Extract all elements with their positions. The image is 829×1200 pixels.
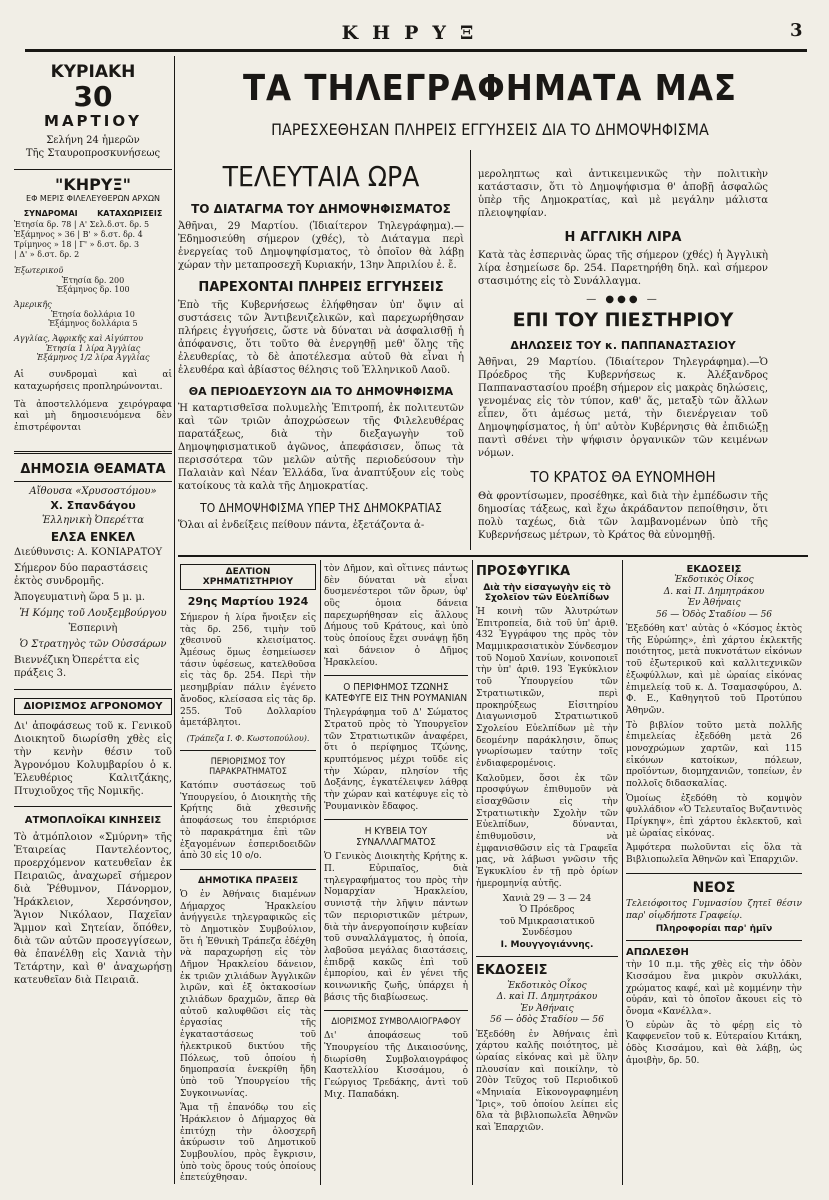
press-heading: ΕΠΙ ΤΟΥ ΠΙΕΣΤΗΡΙΟΥ	[512, 309, 734, 331]
refugees-date: Χανιὰ 29 — 3 — 24	[502, 893, 592, 904]
romania-title: Ο ΠΕΡΙΦΗΜΟΣ ΤΖΩΝΗΣ ΚΑΤΕΦΥΓΕ ΕΙΣ ΤΗΝ ΡΟΥΜΑΝΙΑΝ	[324, 682, 468, 705]
bourse-title: ΔΕΛΤΙΟΝ ΧΡΗΜΑΤΙΣΤΗΡΙΟΥ	[180, 564, 316, 590]
egypt-heading: Αγγλίας, Ἀφρικῆς καὶ Αἰγύπτου	[14, 334, 144, 344]
egypt-annual: Ἐτησία 1 λίρα Ἀγγλίας	[45, 344, 141, 354]
wanted-text: Τελειόφοιτος Γυμνασίου ζητεῖ θέσιν παρ' οἱῳδήποτε Γραφείῳ.	[626, 898, 802, 921]
manuscripts-notice: Τὰ ἀποστελλόμενα χειρόγραφα καὶ μὴ δημοσιευόμενα δὲν ἐπιστρέφονται	[14, 399, 172, 434]
theatre-line-5: Ὁ Στρατηγὸς τῶν Οὐσσάρων	[19, 639, 167, 651]
america-heading: Ἀμερικῆς	[14, 299, 52, 309]
refugees-signer: Ι. Μουγγογιάννης.	[500, 939, 594, 950]
subscription-rate-line: Ἑξάμηνος » 36 | Β' » δ.στ. δρ. 4	[14, 229, 143, 239]
publisher-address: 56 — ὁδὸς Σταδίου — 56	[490, 1015, 604, 1026]
theatres-title: ΔΗΜΟΣΙΑ ΘΕΑΜΑΤΑ	[20, 461, 166, 477]
refugee-column	[476, 564, 618, 1135]
main-subtitle: ΠΑΡΕΣΧΕΘΗΣΑΝ ΠΛΗΡΕΙΣ ΕΓΓΥΗΣΕΙΣ ΔΙΑ ΤΟ ΔΗΜΟΨΗΦΙΣΜΑ	[271, 120, 709, 139]
foreign-half: Ἑξάμηνος δρ. 100	[56, 284, 130, 294]
agronomist-title: ΔΙΟΡΙΣΜΟΣ ΑΓΡΟΝΟΜΟΥ	[14, 698, 172, 715]
date-day: ΚΥΡΙΑΚΗ	[50, 62, 136, 82]
notary-text: Δι' ἀποφάσεως τοῦ Ὑπουργείου τῆς Δικαιοσύνης, διωρίσθη Συμβολαιογράφος Καστελλίου Κισσάμου, ὁ Γεώργιος Τρεδάκης, ἀντὶ τοῦ Μιχ. Παπαδάκη.	[324, 1031, 468, 1100]
ships-title: ΑΤΜΟΠΛΟΪΚΑΙ ΚΙΝΗΣΕΙΣ	[24, 814, 162, 826]
lost-text: τὴν 10 π.μ. τῆς χθὲς εἰς τὴν ὁδὸν Κισσάμου ἕνα μικρὸν σκυλλάκι, χρώματος καφέ, καὶ μὲ κομμένην τὴν οὐράν, καὶ τὸ ὁποῖον ἄκουει εἰς τὸ ὄνομα «Κανέλλα».	[626, 960, 802, 1017]
publication-text-2d: Ἀμφότερα πωλοῦνται εἰς ὅλα τὰ Βιβλιοπωλεῖα Ἀθηνῶν καὶ Ἐπαρχιῶν.	[626, 843, 802, 866]
subscription-rate-line: | Δ' » δ.στ. δρ. 2	[14, 249, 80, 259]
restriction-title: ΠΕΡΙΟΡΙΣΜΟΣ ΤΟΥ ΠΑΡΑΚΡΑΤΗΜΑΤΟΣ	[209, 757, 287, 778]
theatre-line-1: Σήμερον δύο παραστάσεις ἐκτὸς συνδρομῆς.	[14, 563, 148, 587]
ornament: — ●●● —	[586, 294, 660, 305]
theatre-owner: Χ. Σπανδάγου	[50, 498, 136, 512]
main-headline: ΤΑ ΤΗΛΕΓΡΑΦΗΜΑΤΑ ΜΑΣ	[242, 68, 738, 109]
pappanastasiou-text: Ἀθῆναι, 29 Μαρτίου. (Ἰδιαίτερον Τηλεγράφημα).—Ὁ Πρόεδρος τῆς Κυβερνήσεως κ. Ἀλέξανδρος Παππαναστασίου προέβη σήμερον εἰς μακρὰς δηλώσεις, γενομένας εἰς τὸν τύπον, καθ' ἅς, μεταξὺ τῶν ἄλλων εἶπεν, ὅτι ἀμέσως μετά, τὴν διενέργειαν τοῦ Δημοψηφίσματος, ἡ ὑπ' αὐτὸν Κυβέρνησις θὰ ἐπιδιώξῃ παντὶ σθένει τὴν ψήφισιν ὀργανικῶν τῶν κειμένων νόμων.	[478, 357, 768, 459]
publisher-names: Δ. καὶ Π. Δημητράκου	[496, 992, 598, 1003]
foreign-annual: Ἐτησία δρ. 200	[61, 275, 125, 285]
subs-heading: ΣΥΝΔΡΟΜΑΙ	[23, 208, 78, 218]
news-column	[324, 564, 468, 1101]
ads-heading: ΚΑΤΑΧΩΡΙΣΕΙΣ	[97, 208, 163, 218]
publication-text: Ἐξεδόθη ἐν Ἀθήναις ἐπὶ χάρτου καλῆς ποιότητος, μὲ ὡραίας εἰκόνας καὶ μὲ ὕλην πλουσίαν καὶ ποικίλην, τὸ 20ὸν Τεῦχος τοῦ Περιοδικοῦ «Μηνιαία Εἰκονογραφημένη Ἴρις», τοῦ ὁποίου λείπει εἰς δλα τὰ βιβλιοπωλεῖα Ἀθηνῶν καὶ Ἐπαρχιῶν.	[476, 1029, 618, 1134]
theatre-company: Ἑλληνικὴ Ὀπερέττα	[41, 514, 144, 526]
guarantees-heading: ΠΑΡΕΧΟΝΤΑΙ ΠΛΗΡΕΙΣ ΕΓΓΥΗΣΕΙΣ	[198, 280, 444, 295]
pound-text: Κατὰ τὰς ἑσπερινὰς ὥρας τῆς σήμερον (χθές) ἡ Ἀγγλικὴ λίρα ἐσημείωσε δρ. 254. Παρετηρήθη δηλ. καὶ σήμερον στασιμότης εἰς τὸ Συνάλλαγμα.	[478, 250, 768, 287]
publication-text-2c: Ὁμοίως ἐξεδόθη τὸ κομψὸν φυλλάδιον «Ὁ Τελευταῖος Βυζαντινὸς Πρίγκηψ», ἐπὶ χάρτου ἐκλεκτοῦ, καὶ μὲ ὡραίας εἰκόνας.	[626, 793, 802, 839]
ships-text: Τὸ ἀτμόπλοιον «Σμύρνη» τῆς Ἑταιρείας Παντελέοντος, προερχόμενον κατευθεῖαν ἐκ Πειραιῶς, ἀναχωρεῖ σήμερον διὰ Ῥέθυμνον, Πάνορμον, Ἡράκλειον, Χερσόνησον, Ἅγιον Νικόλαον, Παχεῖαν Ἄμμον καὶ Σητείαν, ὅπόθεν, διὰ τῶν αὐτῶν προσεγγίσεων, θὰ ἐπανέλθῃ εἰς Χανιὰ τὴν Τετάρτην, καὶ θ' ἀναχωρήσῃ κατευθεῖαν διὰ Πειραιᾶ.	[14, 831, 172, 986]
refugees-role: Ὁ Πρόεδρος	[519, 905, 575, 916]
referendum-text: Ὅλαι αἱ ἐνδείξεις πείθουν πάντα, ἐξετάζοντα ἀ-	[178, 520, 425, 531]
foreign-heading: Ἐξωτερικοῦ	[14, 265, 64, 275]
wanted-title: ΝΕΟΣ	[692, 879, 736, 896]
decree-heading: ΤΟ ΔΙΑΤΑΓΜΑ ΤΟΥ ΔΗΜΟΨΗΦΙΣΜΑΤΟΣ	[191, 202, 451, 216]
left-column	[14, 56, 172, 1186]
publisher-city: Ἐν Ἀθήναις	[520, 1003, 574, 1014]
prepay-notice: Αἱ συνδρομαὶ καὶ αἱ καταχωρήσεις προπληρώνονται.	[14, 370, 172, 392]
guarantees-text: Ἐπὸ τῆς Κυβερνήσεως ἐλήφθησαν ὑπ' ὄψιν αἱ συστάσεις τῶν Ἀντιβενιζελικῶν, καὶ παρεχωρήθησαν πλήρεις ἐγγυήσεις, ὥστε νὰ δύναται νὰ ἀσφαλισθῇ ἡ ἀπόφανσις, ὅτι τοῦτο θὰ ἐνεργηθῇ μεθ' ὅλης τῆς ἐλευθερίας, τὸ δὲ ἀποτέλεσμα αὐτοῦ θὰ εἶναι ἡ ἐλευθέρα καὶ ἀβίαστος θέλησις τοῦ Ἑλληνικοῦ Λαοῦ.	[178, 300, 464, 376]
refugees-text: Ἡ κοινὴ τῶν Ἀλυτρώτων Ἐπιτροπεία, διὰ τοῦ ὑπ' ἀριθ. 432 Ἐγγράφου της πρὸς τὸν Μαμμικρασιατικὸν Σύνδεσμον τοῦ Νομοῦ Χανίων, κοινοποιεῖ τὴν ὑπ' ἀριθ. 193 Ἐγκύκλιον τοῦ Ὑπουργείου τῶν Στρατιωτικῶν, περὶ προκηρύξεως Εἰσιτηρίου Διαγωνισμοῦ Στρατιωτικοῦ Σχολείου Εὐελπίδων μὲ τὴν δεομένην παράκλησιν, ὅπως γνωρίσωμεν ταύτην τοῖς ἐνδιαφερομένοις.	[476, 607, 618, 769]
bourse-signature: (Τράπεζα Ι. Φ. Κωστοπούλου).	[186, 733, 310, 743]
publications-title-2: ΕΚΔΟΣΕΙΣ	[686, 564, 742, 575]
america-annual: Ἐτησία δολλάρια 10	[51, 310, 135, 320]
publisher-address-2: 56 — Ὁδὸς Σταδίου — 56	[655, 609, 773, 620]
lost-text-2: Ὁ εὑρὼν ἂς τὸ φέρῃ εἰς τὸ Καφφενεῖον τοῦ κ. Εὐτεραίου Κιτάκη, ὁδὸς Κισσάμου, καὶ θὰ λάβῃ, ὡς ἀμοιβὴν, δρ. 50.	[626, 1020, 802, 1066]
loan-text-cont: τὸν Δῆμον, καὶ οἵτινες πάντως δὲν δύναται νὰ εἶναι δυσμενέστεροι τῶν ὅρων, ὑφ' οὓς ὁμοια δάνεια παρεχωρήθησαν εἰς ἄλλους Δήμους τοῦ Κράτους, καὶ ὑπὸ τοὺς ὁποίους ἔχει συνάψῃ ἤδη καὶ δάνειον ὁ Δῆμος Ἡρακλείου.	[324, 564, 468, 668]
agronomist-text: Δι' ἀποφάσεως τοῦ κ. Γενικοῦ Διοικητοῦ διωρίσθη χθὲς εἰς τὴν κενὴν θέσιν τοῦ Ἀγρονόμου Κολυμβαρίου ὁ κ. Ἐλευθέριος Καλιτζάκης, Πτυχιοῦχος τῆς Νομικῆς.	[14, 720, 172, 797]
lost-title: ΑΠΩΛΕΣΘΗ	[626, 947, 689, 959]
subscription-rate-line: Ἐτησία δρ. 78 | Α' Σελ.δ.στ. δρ. 5	[14, 219, 150, 229]
cyber-title: Η ΚΥΒΕΙΑ ΤΟΥ ΣΥΝΑΛΛΑΓΜΑΤΟΣ	[356, 826, 436, 849]
newspaper-header: ΚΗΡΥΞ	[341, 22, 488, 44]
refugees-org: τοῦ Μμικρασιατικοῦ Συνδέσμου	[499, 916, 595, 939]
masthead-name: "ΚΗΡΥΞ"	[55, 174, 131, 194]
america-half: Ἑξάμηνος δολλάρια 5	[48, 319, 138, 329]
subscription-rates	[14, 220, 172, 260]
theatre-line-2: Ἀπογευματινὴ ὥρα 5 μ. μ.	[14, 591, 146, 603]
loan-text: Ὁ ἐν Ἀθήναις διαμένων Δήμαρχος Ἡρακλείου ἀνήγγειλε τηλεγραφικῶς εἰς τὸ Δημοτικὸν Συμβούλιον, ὅτι ἡ Ἐθνικὴ Τράπεζα ἐδέχθη νὰ παραχωρήσῃ εἰς τὸν Δῆμον Ἡρακλείου δάνειον, ἐκ τριῶν χιλιάδων Ἀγγλικῶν λιρῶν, καὶ ἐξ ὀκτακοσίων χιλιάδων δραχμῶν, ἅπερ θὰ αὐτοῦ καλυφθῶσι εἰς τὰς ἐργασίας τῆς ἐγκαταστάσεως τοῦ ἠλεκτρικοῦ δικτύου τῆς Πόλεως, τοῦ ὁποίου ἡ δημοπρασία ἐνεκρίθη ἤδη ὑπὸ τοῦ Ὑπουργείου τῆς Συγκοινωνίας.	[180, 889, 316, 1099]
wanted-info: Πληροφορίαι παρ' ἡμῖν	[655, 924, 773, 935]
publications-title: ΕΚΔΟΣΕΙΣ	[476, 962, 548, 978]
publisher-names-2: Δ. καὶ Π. Δημητράκου	[663, 586, 765, 597]
bourse-column	[180, 564, 316, 1185]
page-number: 3	[790, 20, 803, 41]
state-text: Θὰ φροντίσωμεν, προσέθηκε, καὶ διὰ τὴν ἐμπέδωσιν τῆς δημοσίας τάξεως, καὶ ἔχω ἀκράδαντον πεποίθησιν, ὅτι πολὺ ταχέως, διὰ τῶν λαμβανομένων ὑπὸ τῆς Κυβερνήσεως μέτρων, τὸ Κράτος θὰ εὐνομηθῇ.	[478, 491, 768, 541]
theatre-line-4: Ἑσπερινὴ	[68, 623, 118, 635]
tour-text: Ἡ καταρτισθεῖσα πολυμελὴς Ἐπιτροπή, ἐκ πολιτευτῶν καὶ τῶν τριῶν ἀποχρώσεων τῆς Φιλελευθέρας παρατάξεως, διὰ τὴν διεξαγωγὴν τοῦ Δημοψηφισματικοῦ ἀγῶνος, ἀπεφάσισεν, ὅπως τὰ περισσότερα τῶν μελῶν αὐτῆς περιοδεύσουν τὴν Παλαιὰν καὶ Νέαν Ἑλλάδα, ἵνα ἀναπτύξουν εἰς τοὺς κατοίκους τὰ καλὰ τῆς Δημοκρατίας.	[178, 403, 464, 492]
last-hour-heading: ΤΕΛΕΥΤΑΙΑ ΩΡΑ	[222, 160, 420, 193]
publication-text-2b: Τὸ βιβλίον τοῦτο μετὰ πολλῆς ἐπιμελείας ἐξεδόθη μετὰ 26 μονοχρώμων χαρτῶν, καὶ 115 εἰκόνων κατοίκων, πόλεων, προϊόντων, διομηχανιῶν, τοπείων, ἐν πολλοῖς διδασκαλίας.	[626, 720, 802, 789]
notary-title: ΔΙΟΡΙΣΜΟΣ ΣΥΜΒΟΛΑΙΟΓΡΑΦΟΥ	[331, 1017, 461, 1028]
header-rule	[25, 49, 807, 52]
decree-text: Ἀθῆναι, 29 Μαρτίου. (Ἰδιαίτερον Τηλεγράφημα).—Ἐδημοσιεύθη σήμερον (χθές), τὸ Διάταγμα περὶ ἐνεργείας τοῦ Δημοψηφίσματος, τὸ ὁποῖον θὰ λάβῃ χώραν τὴν μεταπροσεχῆ Κυριακήν, 13ην Ἀπριλίου ἐ. ἔ.	[178, 221, 464, 271]
date-number: 30	[73, 80, 113, 113]
publisher-city-2: Ἐν Ἀθήναις	[687, 598, 741, 609]
theatre-line-6: Βιεννέζικη Ὀπερέττα εἰς πράξεις 3.	[14, 654, 140, 679]
moon-phase: Σελήνη 24 ἡμερῶν	[46, 135, 140, 146]
referendum-heading: ΤΟ ΔΗΜΟΨΗΦΙΣΜΑ ΥΠΕΡ ΤΗΣ ΔΗΜΟΚΡΑΤΙΑΣ	[200, 501, 442, 515]
refugees-text-2: Καλοῦμεν, ὅσοι ἐκ τῶν προσφύγων ἐπιθυμοῦν νὰ εἰσαχθῶσιν εἰς τὴν Στρατιωτικὴν Σχολὴν τῶν Εὐελπίδων, δύνανται, ἐπιθυμοῦσιν, νὰ ἐμφανισθῶσιν εἰς τὰ Γραφεῖα μας, νὰ λάβωσι γνῶσιν τῆς Ἐγκυκλίου ἐν τῇ πρὸ ὀρίων ἡμερομηνίᾳ αὐτῆς.	[476, 773, 618, 889]
theatre-line-3: Ἡ Κόμης τοῦ Λουξεμβούργου	[19, 607, 167, 619]
refugees-title: ΠΡΟΣΦΥΓΙΚΑ	[476, 564, 571, 579]
bourse-date: 29ης Μαρτίου 1924	[187, 595, 309, 608]
telegram-column-right	[478, 168, 768, 542]
tour-heading: ΘΑ ΠΕΡΙΟΔΕΥΣΟΥΝ ΔΙΑ ΤΟ ΔΗΜΟΨΗΦΙΣΜΑ	[188, 385, 454, 398]
masthead-desc: ΕΦ ΜΕΡΙΣ ΦΙΛΕΛΕΥΘΕΡΩΝ ΑΡΧΩΝ	[26, 193, 160, 203]
restriction-text: Κατόπιν συστάσεως τοῦ Ὑπουργείου, ὁ Διοικητὴς τῆς Κρήτης διὰ χθεσινῆς ἀποφάσεως του ἐπεριόρισε τὸ παρακράτημα ἐπὶ τῶν ἐξαγομένων ἐσπεριδοειδῶν ἀπὸ 30 εἰς 10 ο/ο.	[180, 781, 316, 862]
loan-text-2: Ἅμα τῇ ἐπανόδῳ του εἰς Ἡράκλειον ὁ Δήμαρχος θὰ ἐπιτύχῃ τὴν ὁλοσχερῆ ἀκύρωσιν τοῦ Δημοτικοῦ Συμβουλίου, πρὸς ἔγκρισιν, ὑπὸ τοὺς ὅρους τούς ὁποίους ἐπετεύχθησαν.	[180, 1103, 316, 1184]
publisher-house-2: Ἐκδοτικὸς Οἶκος	[674, 575, 754, 585]
telegram-column-left	[178, 160, 464, 532]
state-heading: ΤΟ ΚΡΑΤΟΣ ΘΑ ΕΥΝΟΜΗΘΗ	[530, 468, 716, 486]
refugees-subtitle: Διὰ τὴν εἰσαγωγὴν εἰς τὸ Σχολεῖον τῶν Εὐελπίδων	[483, 583, 611, 603]
egypt-half: Ἑξάμηνος 1/2 λίρα Ἀγγλίας	[36, 353, 150, 363]
bourse-text: Σήμερον ἡ λίρα ἤνοιξεν εἰς τὰς δρ. 256, τιμὴν τοῦ χθεσινοῦ κλεισίματος. Ἀμέσως ὅμως ἐσημείωσεν τάσιν ὑφέσεως, κατελθοῦσα εἰς τὰς δρ. 254. Περὶ τὴν μεσημβρίαν πάλιν ἐγένετο ἄνοδος, κλείσασα εἰς τὰς δρ. 255. Τοῦ Δολλαρίου ἀμετάβλητοι.	[180, 613, 316, 729]
pappanastasiou-heading: ΔΗΛΩΣΕΙΣ ΤΟΥ κ. ΠΑΠΠΑΝΑΣΤΑΣΙΟΥ	[510, 339, 736, 352]
cyber-text: Ὁ Γενικὸς Διοικητὴς Κρήτης κ. Π. Εὐριπαῖος, διὰ τηλεγραφήματος του πρὸς τὴν Νομαρχίαν Ἡρακλείου, συνιστᾷ τὴν λῆψιν πάντων τῶν περιοριστικῶν μέτρων, διὰ τὴν ἀνεργοποίησιν κυβείαν τοῦ συναλλάγματος, ἡ ὁποία, λαβοῦσα μεγάλας διαστάσεις, ἐπιδρᾷ κακῶς ἐπὶ τοῦ ἐμπορίου, καὶ ἐν γένει τῆς κοινωνικῆς ζωῆς, ὑπάρχει ἡ βάσις τῆς διαβίωσεως.	[324, 852, 468, 1003]
theatre-director: Διεύθυνσις: Α. ΚΟΝΙΑΡΑΤΟΥ	[14, 547, 163, 559]
pound-heading: Η ΑΓΓΛΙΚΗ ΛΙΡΑ	[564, 230, 682, 245]
romania-text: Τηλεγράφημα τοῦ Δ' Σώματος Στρατοῦ πρὸς τὸ Ὑπουργεῖον τῶν Στρατιωτικῶν ἀναφέρει, ὅτι ὁ περίφημος Τζώνης, κρυπτόμενος μέχρι τοῦδε εἰς τὴν Χώραν, πλησίον τῆς Δοξάνης, ἐγκατέλειψεν λάθρᾳ τὴν χώραν καὶ κατέφυγε εἰς τὸ Ῥουμανικὸν ἔδαφος.	[324, 708, 468, 812]
subscription-rate-line: Τρίμηνος » 18 | Γ' » δ.στ. δρ. 3	[14, 239, 140, 249]
publisher-house: Ἐκδοτικὸς Οἶκος	[507, 980, 587, 991]
theatre-hall: Αἴθουσα «Χρυσοστόμου»	[29, 485, 157, 497]
loan-title: ΔΗΜΟΤΙΚΑ ΠΡΑΞΕΙΣ	[197, 875, 299, 886]
ads-column	[626, 564, 802, 1067]
date-month: ΜΑΡΤΙΟΥ	[44, 112, 142, 130]
publication-text-2a: Ἐξεδόθη κατ' αὐτὰς ὁ «Κόσμος ἐκτὸς τῆς Εὐρώπης», ἐπὶ χάρτου ἐκλεκτῆς ποιότητος, μετὰ πυκνοτάτων εἰκόνων τοῦ ἐξωτερικοῦ καὶ καλλιτεχνικῶν ἐξωφύλλων, καὶ μὲ ὡραίας εἰκόνας ἐπιμελείᾳ τοῦ κ. Δ. Τσαμασφύρου, Δ. Φ. Ε., Καθηγητοῦ τοῦ Προτύπου Ἀθηνῶν.	[626, 624, 802, 716]
theatre-star: ΕΛΣΑ ΕΝΚΕΛ	[50, 530, 136, 545]
referendum-text-cont: μεροληπτως καὶ ἀντικειμενικῶς τὴν πολιτικὴν κατάστασιν, ὅτι τὸ Δημοψήφισμα θ' ἀποβῇ ἀσφαλῶς ὑπὲρ τῆς Δημοκρατίας, καὶ μὲ μεγάλην μάλιστα πλειοψηφίαν.	[478, 169, 768, 219]
feast-day: Τῆς Σταυροπροσκυνήσεως	[25, 147, 161, 159]
